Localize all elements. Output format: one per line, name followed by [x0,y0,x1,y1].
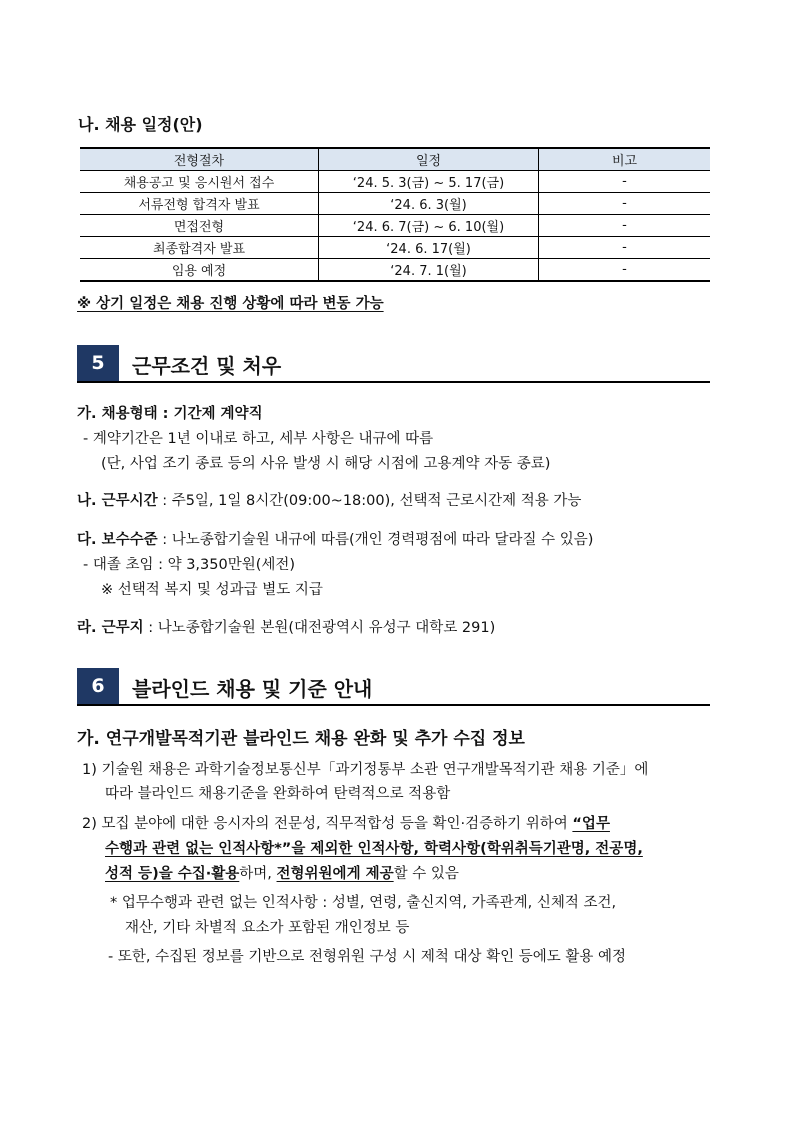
table-cell: - [539,237,711,259]
item2-text: 2) 모집 분야에 대한 응시자의 전문성, 직무적합성 등을 확인·검증하기 위하여 [82,816,573,832]
table-row [80,193,710,215]
footnote-line2: 재산, 기타 차별적 요소가 포함된 개인정보 등 [125,920,410,936]
work-location-value: : 나노종합기술원 본원(대전광역시 유성구 대학로 291) [143,620,496,636]
section-title: 근무조건 및 처우 [132,354,282,378]
section-number-badge: 6 [77,668,119,704]
schedule-table [80,147,710,282]
blind-hiring-subheading: 가. 연구개발목적기관 블라인드 채용 완화 및 추가 수집 정보 [77,729,525,749]
work-location [77,616,495,637]
item2-last-line: - 또한, 수집된 정보를 기반으로 전형위원 구성 시 제척 대상 확인 등에도 활용 예정 [108,949,626,965]
item1-line1: 1) 기술원 채용은 과학기술정보통신부「과기정통부 소관 연구개발목적기관 채용 기준」에 [82,762,649,778]
work-hours-label: 나. 근무시간 [77,493,158,509]
col-header-step: 전형절차 [80,148,319,171]
item2-emphasis: 전형위원에게 제공 [276,866,394,882]
section-title: 블라인드 채용 및 기준 안내 [132,677,373,701]
item1-line2: 따라 블라인드 채용기준을 완화하여 탄력적으로 적용함 [105,786,451,802]
table-cell: ‘24. 7. 1(월) [319,259,539,282]
table-row [80,171,710,193]
table-cell: ‘24. 6. 3(월) [319,193,539,215]
pay-level-value: : 나노종합기술원 내규에 따름(개인 경력평점에 따라 달라질 수 있음) [157,532,594,548]
table-cell: 서류전형 합격자 발표 [80,193,319,215]
footnote-line1: * 업무수행과 관련 없는 인적사항 : 성별, 연령, 출신지역, 가족관계, 신체적 조건, [110,895,617,911]
item2-emphasis: 성적 등)을 수집·활용 [105,866,240,882]
work-hours [77,489,581,510]
table-row [80,259,710,282]
table-cell: 면접전형 [80,215,319,237]
pay-level-label: 다. 보수수준 [77,532,158,548]
table-cell: - [539,171,711,193]
table-cell: - [539,215,711,237]
schedule-heading: 나. 채용 일정(안) [78,115,203,134]
starting-salary: - 대졸 초임 : 약 3,350만원(세전) [83,557,296,573]
item2-line1 [82,812,610,833]
table-cell: - [539,259,711,282]
schedule-note: ※ 상기 일정은 채용 진행 상황에 따라 변동 가능 [77,296,384,312]
work-hours-value: : 주5일, 1일 8시간(09:00~18:00), 선택적 근로시간제 적용 가능 [157,493,582,509]
table-row [80,215,710,237]
table-header-row [80,148,710,171]
col-header-note: 비고 [539,148,711,171]
section-number-badge: 5 [77,345,119,381]
pay-level [77,528,593,549]
table-cell: 채용공고 및 응시원서 접수 [80,171,319,193]
item2-text: 하며, [239,866,277,882]
table-cell: ‘24. 6. 7(금) ~ 6. 10(월) [319,215,539,237]
item2-line2: 수행과 관련 없는 인적사항*”을 제외한 인적사항, 학력사항(학위취득기관명, 전공명, [105,841,643,857]
employment-type-label: 가. 채용형태 : 기간제 계약직 [77,406,263,422]
item2-text: 할 수 있음 [393,866,459,882]
work-location-label: 라. 근무지 [77,620,144,636]
table-cell: 임용 예정 [80,259,319,282]
benefits-note: ※ 선택적 복지 및 성과급 별도 지급 [101,582,323,598]
section-5-header [77,345,710,383]
table-cell: 최종합격자 발표 [80,237,319,259]
table-row [80,237,710,259]
col-header-date: 일정 [319,148,539,171]
item2-line3 [105,862,459,883]
table-cell: ‘24. 5. 3(금) ~ 5. 17(금) [319,171,539,193]
item2-emphasis: “업무 [572,816,610,832]
employment-type-note: (단, 사업 조기 종료 등의 사유 발생 시 해당 시점에 고용계약 자동 종료) [101,456,551,472]
section-6-header [77,668,710,706]
employment-type-detail: - 계약기간은 1년 이내로 하고, 세부 사항은 내규에 따름 [83,431,434,447]
table-cell: - [539,193,711,215]
table-cell: ‘24. 6. 17(월) [319,237,539,259]
